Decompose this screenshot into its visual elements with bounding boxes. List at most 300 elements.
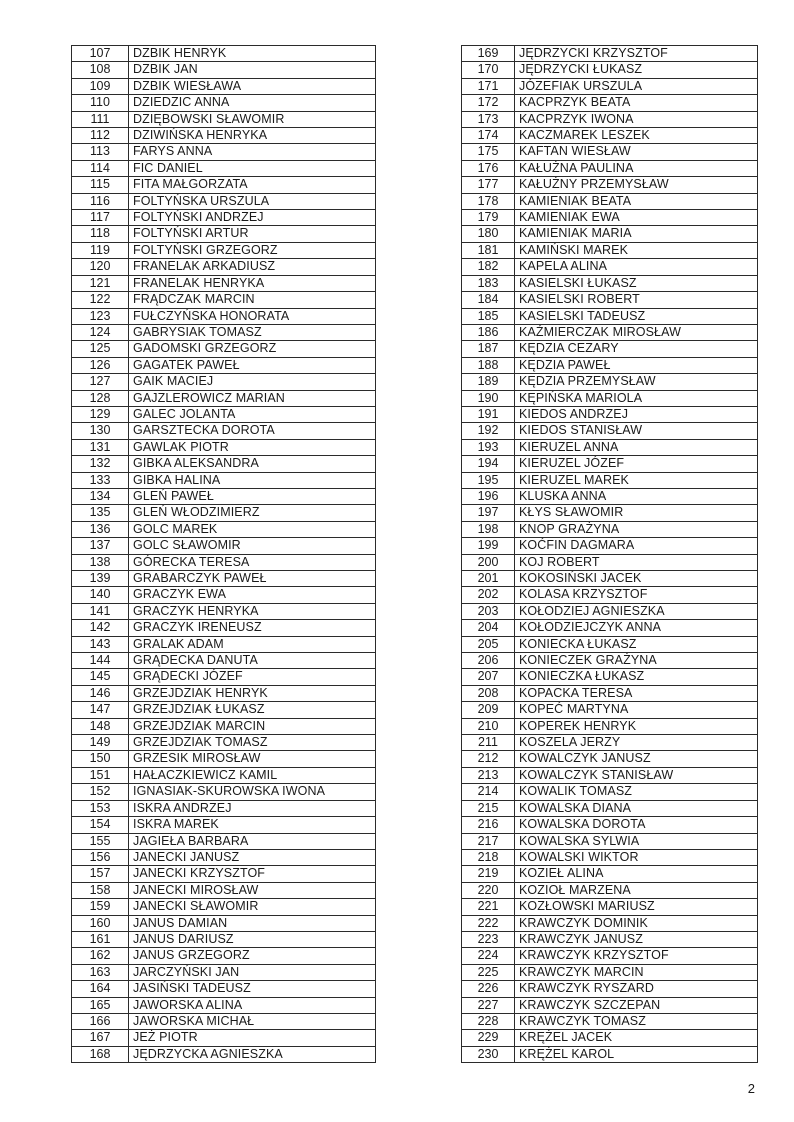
row-number: 175 [462, 144, 515, 160]
row-number: 164 [72, 981, 129, 997]
row-number: 137 [72, 538, 129, 554]
row-number: 125 [72, 341, 129, 357]
row-number: 230 [462, 1046, 515, 1062]
row-number: 117 [72, 210, 129, 226]
person-name: GRABARCZYK PAWEŁ [129, 571, 376, 587]
name-list-table-right [461, 45, 758, 1063]
person-name: KRAWCZYK SZCZEPAN [515, 997, 758, 1013]
table-row [72, 554, 376, 570]
table-row [72, 669, 376, 685]
row-number: 124 [72, 324, 129, 340]
row-number: 167 [72, 1030, 129, 1046]
row-number: 144 [72, 653, 129, 669]
row-number: 115 [72, 177, 129, 193]
person-name: ISKRA MAREK [129, 817, 376, 833]
table-row [72, 735, 376, 751]
person-name: FOLTYŃSKA URSZULA [129, 193, 376, 209]
person-name: JANUS DAMIAN [129, 915, 376, 931]
person-name: KĘPIŃSKA MARIOLA [515, 390, 758, 406]
row-number: 162 [72, 948, 129, 964]
table-row [462, 800, 758, 816]
person-name: GAIK MACIEJ [129, 374, 376, 390]
row-number: 202 [462, 587, 515, 603]
table-row [462, 456, 758, 472]
person-name: JANUS DARIUSZ [129, 931, 376, 947]
person-name: GIBKA ALEKSANDRA [129, 456, 376, 472]
person-name: JANECKI SŁAWOMIR [129, 899, 376, 915]
person-name: JANUS GRZEGORZ [129, 948, 376, 964]
row-number: 212 [462, 751, 515, 767]
person-name: GOLC MAREK [129, 521, 376, 537]
person-name: KOŁODZIEJCZYK ANNA [515, 620, 758, 636]
person-name: KOĆFIN DAGMARA [515, 538, 758, 554]
row-number: 171 [462, 78, 515, 94]
row-number: 116 [72, 193, 129, 209]
person-name: KAMIENIAK BEATA [515, 193, 758, 209]
person-name: GLEŃ PAWEŁ [129, 488, 376, 504]
person-name: KAPELA ALINA [515, 259, 758, 275]
person-name: GRACZYK EWA [129, 587, 376, 603]
table-row [462, 1046, 758, 1062]
table-row [462, 997, 758, 1013]
row-number: 214 [462, 784, 515, 800]
row-number: 219 [462, 866, 515, 882]
row-number: 130 [72, 423, 129, 439]
person-name: KRAWCZYK KRZYSZTOF [515, 948, 758, 964]
row-number: 142 [72, 620, 129, 636]
row-number: 195 [462, 472, 515, 488]
table-row [462, 653, 758, 669]
table-row [72, 210, 376, 226]
person-name: IGNASIAK-SKUROWSKA IWONA [129, 784, 376, 800]
person-name: GRZEJDZIAK HENRYK [129, 685, 376, 701]
row-number: 110 [72, 95, 129, 111]
person-name: GAJZLEROWICZ MARIAN [129, 390, 376, 406]
row-number: 170 [462, 62, 515, 78]
person-name: GARSZTECKA DOROTA [129, 423, 376, 439]
row-number: 198 [462, 521, 515, 537]
row-number: 157 [72, 866, 129, 882]
table-row [462, 62, 758, 78]
row-number: 216 [462, 817, 515, 833]
person-name: KIEDOS STANISŁAW [515, 423, 758, 439]
table-row [462, 423, 758, 439]
row-number: 139 [72, 571, 129, 587]
row-number: 159 [72, 899, 129, 915]
row-number: 224 [462, 948, 515, 964]
row-number: 180 [462, 226, 515, 242]
row-number: 165 [72, 997, 129, 1013]
table-row [72, 95, 376, 111]
row-number: 188 [462, 357, 515, 373]
table-row [72, 374, 376, 390]
table-row [72, 488, 376, 504]
row-number: 199 [462, 538, 515, 554]
row-number: 113 [72, 144, 129, 160]
person-name: JÓZEFIAK URSZULA [515, 78, 758, 94]
table-row [462, 931, 758, 947]
table-row [72, 620, 376, 636]
person-name: JĘDRZYCKA AGNIESZKA [129, 1046, 376, 1062]
row-number: 147 [72, 702, 129, 718]
table-row [462, 981, 758, 997]
person-name: FITA MAŁGORZATA [129, 177, 376, 193]
person-name: KACPRZYK IWONA [515, 111, 758, 127]
row-number: 160 [72, 915, 129, 931]
table-row [72, 423, 376, 439]
row-number: 205 [462, 636, 515, 652]
person-name: GRACZYK IRENEUSZ [129, 620, 376, 636]
table-row [462, 915, 758, 931]
person-name: KOJ ROBERT [515, 554, 758, 570]
row-number: 128 [72, 390, 129, 406]
row-number: 208 [462, 685, 515, 701]
person-name: KOWALSKA SYLWIA [515, 833, 758, 849]
table-row [462, 128, 758, 144]
row-number: 119 [72, 242, 129, 258]
row-number: 152 [72, 784, 129, 800]
table-row [72, 849, 376, 865]
row-number: 201 [462, 571, 515, 587]
table-row [462, 390, 758, 406]
person-name: KOWALSKI WIKTOR [515, 849, 758, 865]
table-body-right [462, 46, 758, 1063]
table-row [462, 538, 758, 554]
table-row [462, 308, 758, 324]
table-row [462, 521, 758, 537]
person-name: GRĄDECKA DANUTA [129, 653, 376, 669]
table-row [72, 833, 376, 849]
table-row [72, 324, 376, 340]
table-row [72, 160, 376, 176]
row-number: 221 [462, 899, 515, 915]
person-name: GOLC SŁAWOMIR [129, 538, 376, 554]
person-name: DZIWIŃSKA HENRYKA [129, 128, 376, 144]
person-name: KONIECZEK GRAŻYNA [515, 653, 758, 669]
row-number: 121 [72, 275, 129, 291]
table-row [72, 111, 376, 127]
table-row [462, 784, 758, 800]
person-name: GLEŃ WŁODZIMIERZ [129, 505, 376, 521]
person-name: JAWORSKA MICHAŁ [129, 1013, 376, 1029]
person-name: KOPEREK HENRYK [515, 718, 758, 734]
person-name: JAGIEŁA BARBARA [129, 833, 376, 849]
person-name: DZBIK HENRYK [129, 46, 376, 62]
person-name: GRACZYK HENRYKA [129, 603, 376, 619]
person-name: KAFTAN WIESŁAW [515, 144, 758, 160]
table-row [72, 521, 376, 537]
table-row [72, 46, 376, 62]
person-name: GALEC JOLANTA [129, 406, 376, 422]
table-row [462, 587, 758, 603]
person-name: KOPEĆ MARTYNA [515, 702, 758, 718]
table-row [72, 915, 376, 931]
table-row [462, 603, 758, 619]
row-number: 111 [72, 111, 129, 127]
person-name: JANECKI MIROSŁAW [129, 882, 376, 898]
row-number: 134 [72, 488, 129, 504]
row-number: 143 [72, 636, 129, 652]
table-row [462, 324, 758, 340]
table-row [462, 406, 758, 422]
person-name: KOZŁOWSKI MARIUSZ [515, 899, 758, 915]
table-row [462, 46, 758, 62]
row-number: 168 [72, 1046, 129, 1062]
table-row [72, 1030, 376, 1046]
row-number: 203 [462, 603, 515, 619]
person-name: KOWALCZYK STANISŁAW [515, 767, 758, 783]
person-name: KASIELSKI ROBERT [515, 292, 758, 308]
table-row [72, 78, 376, 94]
person-name: JĘDRZYCKI KRZYSZTOF [515, 46, 758, 62]
table-row [72, 341, 376, 357]
row-number: 186 [462, 324, 515, 340]
table-row [72, 193, 376, 209]
row-number: 182 [462, 259, 515, 275]
table-row [462, 636, 758, 652]
table-row [462, 620, 758, 636]
row-number: 166 [72, 1013, 129, 1029]
table-row [72, 242, 376, 258]
table-row [462, 439, 758, 455]
table-body-left [72, 46, 376, 1063]
row-number: 189 [462, 374, 515, 390]
person-name: FRĄDCZAK MARCIN [129, 292, 376, 308]
row-number: 228 [462, 1013, 515, 1029]
person-name: DZBIK JAN [129, 62, 376, 78]
row-number: 146 [72, 685, 129, 701]
row-number: 176 [462, 160, 515, 176]
person-name: KRAWCZYK RYSZARD [515, 981, 758, 997]
table-row [72, 472, 376, 488]
row-number: 112 [72, 128, 129, 144]
person-name: JAWORSKA ALINA [129, 997, 376, 1013]
row-number: 187 [462, 341, 515, 357]
row-number: 163 [72, 964, 129, 980]
person-name: KRAWCZYK JANUSZ [515, 931, 758, 947]
table-row [462, 866, 758, 882]
person-name: JEŻ PIOTR [129, 1030, 376, 1046]
table-row [72, 62, 376, 78]
table-row [462, 78, 758, 94]
table-row [462, 554, 758, 570]
person-name: KOWALSKA DIANA [515, 800, 758, 816]
row-number: 156 [72, 849, 129, 865]
person-name: KOZIEŁ ALINA [515, 866, 758, 882]
table-row [462, 669, 758, 685]
table-row [462, 735, 758, 751]
table-row [72, 767, 376, 783]
person-name: DZIĘBOWSKI SŁAWOMIR [129, 111, 376, 127]
person-name: GRZEJDZIAK ŁUKASZ [129, 702, 376, 718]
person-name: KAŁUŻNA PAULINA [515, 160, 758, 176]
table-row [462, 1030, 758, 1046]
table-row [462, 505, 758, 521]
person-name: GRZEJDZIAK MARCIN [129, 718, 376, 734]
row-number: 161 [72, 931, 129, 947]
row-number: 183 [462, 275, 515, 291]
person-name: KAMIŃSKI MAREK [515, 242, 758, 258]
row-number: 151 [72, 767, 129, 783]
person-name: KAŹMIERCZAK MIROSŁAW [515, 324, 758, 340]
table-row [462, 242, 758, 258]
table-row [72, 603, 376, 619]
table-row [72, 456, 376, 472]
row-number: 222 [462, 915, 515, 931]
table-row [72, 128, 376, 144]
row-number: 126 [72, 357, 129, 373]
person-name: KONIECKA ŁUKASZ [515, 636, 758, 652]
table-row [462, 341, 758, 357]
row-number: 172 [462, 95, 515, 111]
table-row [72, 702, 376, 718]
person-name: KRĘŻEL JACEK [515, 1030, 758, 1046]
table-row [462, 964, 758, 980]
person-name: FUŁCZYŃSKA HONORATA [129, 308, 376, 324]
row-number: 109 [72, 78, 129, 94]
row-number: 145 [72, 669, 129, 685]
person-name: JARCZYŃSKI JAN [129, 964, 376, 980]
row-number: 114 [72, 160, 129, 176]
person-name: KĘDZIA PAWEŁ [515, 357, 758, 373]
person-name: FOLTYŃSKI ARTUR [129, 226, 376, 242]
table-row [462, 193, 758, 209]
table-row [72, 784, 376, 800]
row-number: 155 [72, 833, 129, 849]
row-number: 108 [72, 62, 129, 78]
table-row [462, 488, 758, 504]
person-name: FRANELAK ARKADIUSZ [129, 259, 376, 275]
person-name: JĘDRZYCKI ŁUKASZ [515, 62, 758, 78]
table-row [462, 374, 758, 390]
table-row [72, 653, 376, 669]
row-number: 192 [462, 423, 515, 439]
table-row [462, 702, 758, 718]
row-number: 211 [462, 735, 515, 751]
page-number: 2 [747, 1081, 755, 1096]
person-name: FARYS ANNA [129, 144, 376, 160]
row-number: 138 [72, 554, 129, 570]
person-name: KOSZELA JERZY [515, 735, 758, 751]
row-number: 150 [72, 751, 129, 767]
table-row [72, 1046, 376, 1062]
table-row [462, 95, 758, 111]
person-name: KOKOSIŃSKI JACEK [515, 571, 758, 587]
table-row [462, 948, 758, 964]
table-row [72, 390, 376, 406]
row-number: 223 [462, 931, 515, 947]
row-number: 169 [462, 46, 515, 62]
person-name: KAMIENIAK EWA [515, 210, 758, 226]
table-row [72, 538, 376, 554]
person-name: KŁYS SŁAWOMIR [515, 505, 758, 521]
row-number: 129 [72, 406, 129, 422]
person-name: DZBIK WIESŁAWA [129, 78, 376, 94]
person-name: FOLTYŃSKI ANDRZEJ [129, 210, 376, 226]
person-name: KONIECZKA ŁUKASZ [515, 669, 758, 685]
row-number: 196 [462, 488, 515, 504]
person-name: GABRYSIAK TOMASZ [129, 324, 376, 340]
person-name: KRAWCZYK MARCIN [515, 964, 758, 980]
row-number: 136 [72, 521, 129, 537]
row-number: 220 [462, 882, 515, 898]
person-name: KĘDZIA CEZARY [515, 341, 758, 357]
table-row [462, 144, 758, 160]
table-row [72, 587, 376, 603]
row-number: 133 [72, 472, 129, 488]
person-name: GRALAK ADAM [129, 636, 376, 652]
row-number: 174 [462, 128, 515, 144]
person-name: KIERUZEL MAREK [515, 472, 758, 488]
row-number: 177 [462, 177, 515, 193]
row-number: 204 [462, 620, 515, 636]
table-row [72, 275, 376, 291]
row-number: 218 [462, 849, 515, 865]
row-number: 107 [72, 46, 129, 62]
table-row [72, 981, 376, 997]
table-row [72, 948, 376, 964]
row-number: 127 [72, 374, 129, 390]
row-number: 207 [462, 669, 515, 685]
table-row [462, 899, 758, 915]
row-number: 227 [462, 997, 515, 1013]
name-list-table-left [71, 45, 376, 1063]
table-row [462, 685, 758, 701]
table-row [462, 718, 758, 734]
row-number: 149 [72, 735, 129, 751]
table-row [72, 259, 376, 275]
row-number: 210 [462, 718, 515, 734]
person-name: KIERUZEL ANNA [515, 439, 758, 455]
table-row [462, 292, 758, 308]
table-row [462, 882, 758, 898]
row-number: 131 [72, 439, 129, 455]
table-row [72, 308, 376, 324]
table-row [72, 357, 376, 373]
row-number: 132 [72, 456, 129, 472]
person-name: KOWALCZYK JANUSZ [515, 751, 758, 767]
row-number: 225 [462, 964, 515, 980]
row-number: 215 [462, 800, 515, 816]
table-row [462, 472, 758, 488]
person-name: KASIELSKI TADEUSZ [515, 308, 758, 324]
table-row [72, 800, 376, 816]
person-name: HAŁACZKIEWICZ KAMIL [129, 767, 376, 783]
row-number: 154 [72, 817, 129, 833]
row-number: 135 [72, 505, 129, 521]
person-name: KĘDZIA PRZEMYSŁAW [515, 374, 758, 390]
row-number: 200 [462, 554, 515, 570]
table-row [72, 226, 376, 242]
table-row [72, 899, 376, 915]
row-number: 209 [462, 702, 515, 718]
table-row [72, 636, 376, 652]
person-name: FIC DANIEL [129, 160, 376, 176]
row-number: 178 [462, 193, 515, 209]
person-name: GADOMSKI GRZEGORZ [129, 341, 376, 357]
table-row [72, 292, 376, 308]
person-name: DZIEDZIC ANNA [129, 95, 376, 111]
person-name: KAŁUŻNY PRZEMYSŁAW [515, 177, 758, 193]
person-name: GAWLAK PIOTR [129, 439, 376, 455]
row-number: 184 [462, 292, 515, 308]
table-row [462, 751, 758, 767]
table-row [462, 357, 758, 373]
person-name: KIERUZEL JÓZEF [515, 456, 758, 472]
row-number: 217 [462, 833, 515, 849]
table-row [462, 177, 758, 193]
person-name: KOLASA KRZYSZTOF [515, 587, 758, 603]
